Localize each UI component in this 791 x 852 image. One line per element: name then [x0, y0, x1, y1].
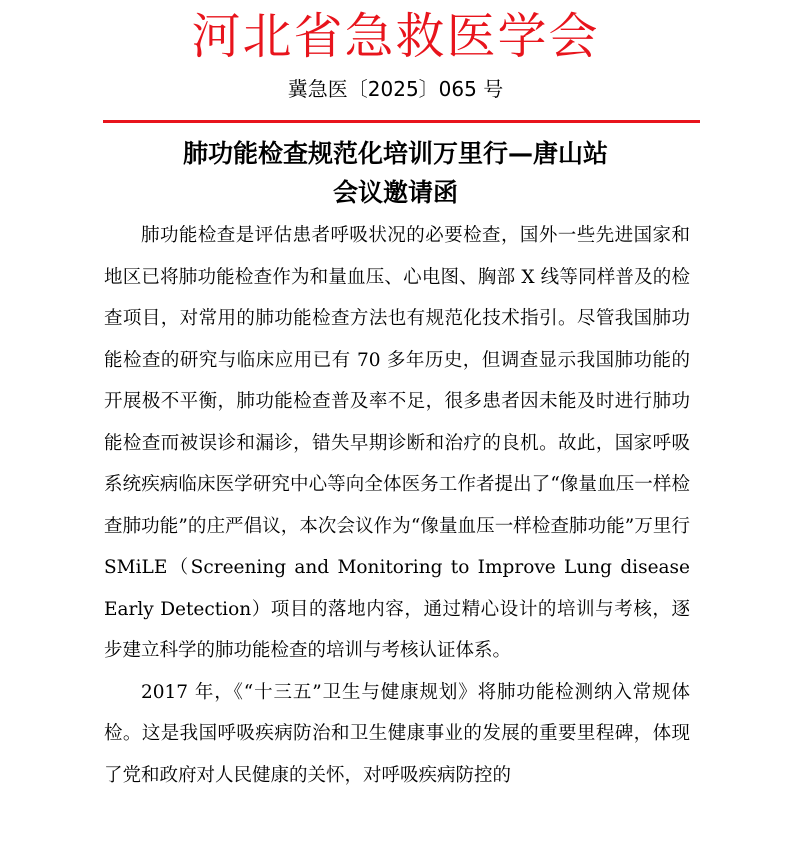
document-title-line-2: 会议邀请函	[332, 178, 458, 207]
body-paragraph-2: 2017 年，《“十三五”卫生与健康规划》将肺功能检测纳入常规体检。这是我国呼吸疾病防治和卫生健康事业的发展的重要里程碑，体现了党和政府对人民健康的关怀，对呼吸疾病防控的	[104, 681, 690, 786]
document-title-line-1: 肺功能检查规范化培训万里行—唐山站	[182, 139, 608, 168]
document-body	[104, 215, 690, 796]
header-divider-line	[103, 120, 700, 123]
document-number: 冀急医〔2025〕065 号	[287, 77, 504, 101]
body-paragraph-1: 肺功能检查是评估患者呼吸状况的必要检查，国外一些先进国家和地区已将肺功能检查作为和量血压、心电图、胸部 X 线等同样普及的检查项目，对常用的肺功能检查方法也有规范化技术指引。尽管我国肺功能检查的研究与临床应用已有 70 多年历史，但调查显示我国肺功能的开展极不平衡，肺功能检查普及率不足，很多患者因未能及时进行肺功能检查而被误诊和漏诊，错失早期诊断和治疗的良机。故此，国家呼吸系统疾病临床医学研究中心等向全体医务工作者提出了“像量血压一样检查肺功能”的庄严倡议，本次会议作为“像量血压一样检查肺功能”万里行 SMiLE（Screening and Monitoring to Improve Lung disease Early Detection）项目的落地内容，通过精心设计的培训与考核，逐步建立科学的肺功能检查的培训与考核认证体系。	[104, 225, 690, 661]
issuing-organization-name: 河北省急救医学会	[191, 8, 600, 65]
